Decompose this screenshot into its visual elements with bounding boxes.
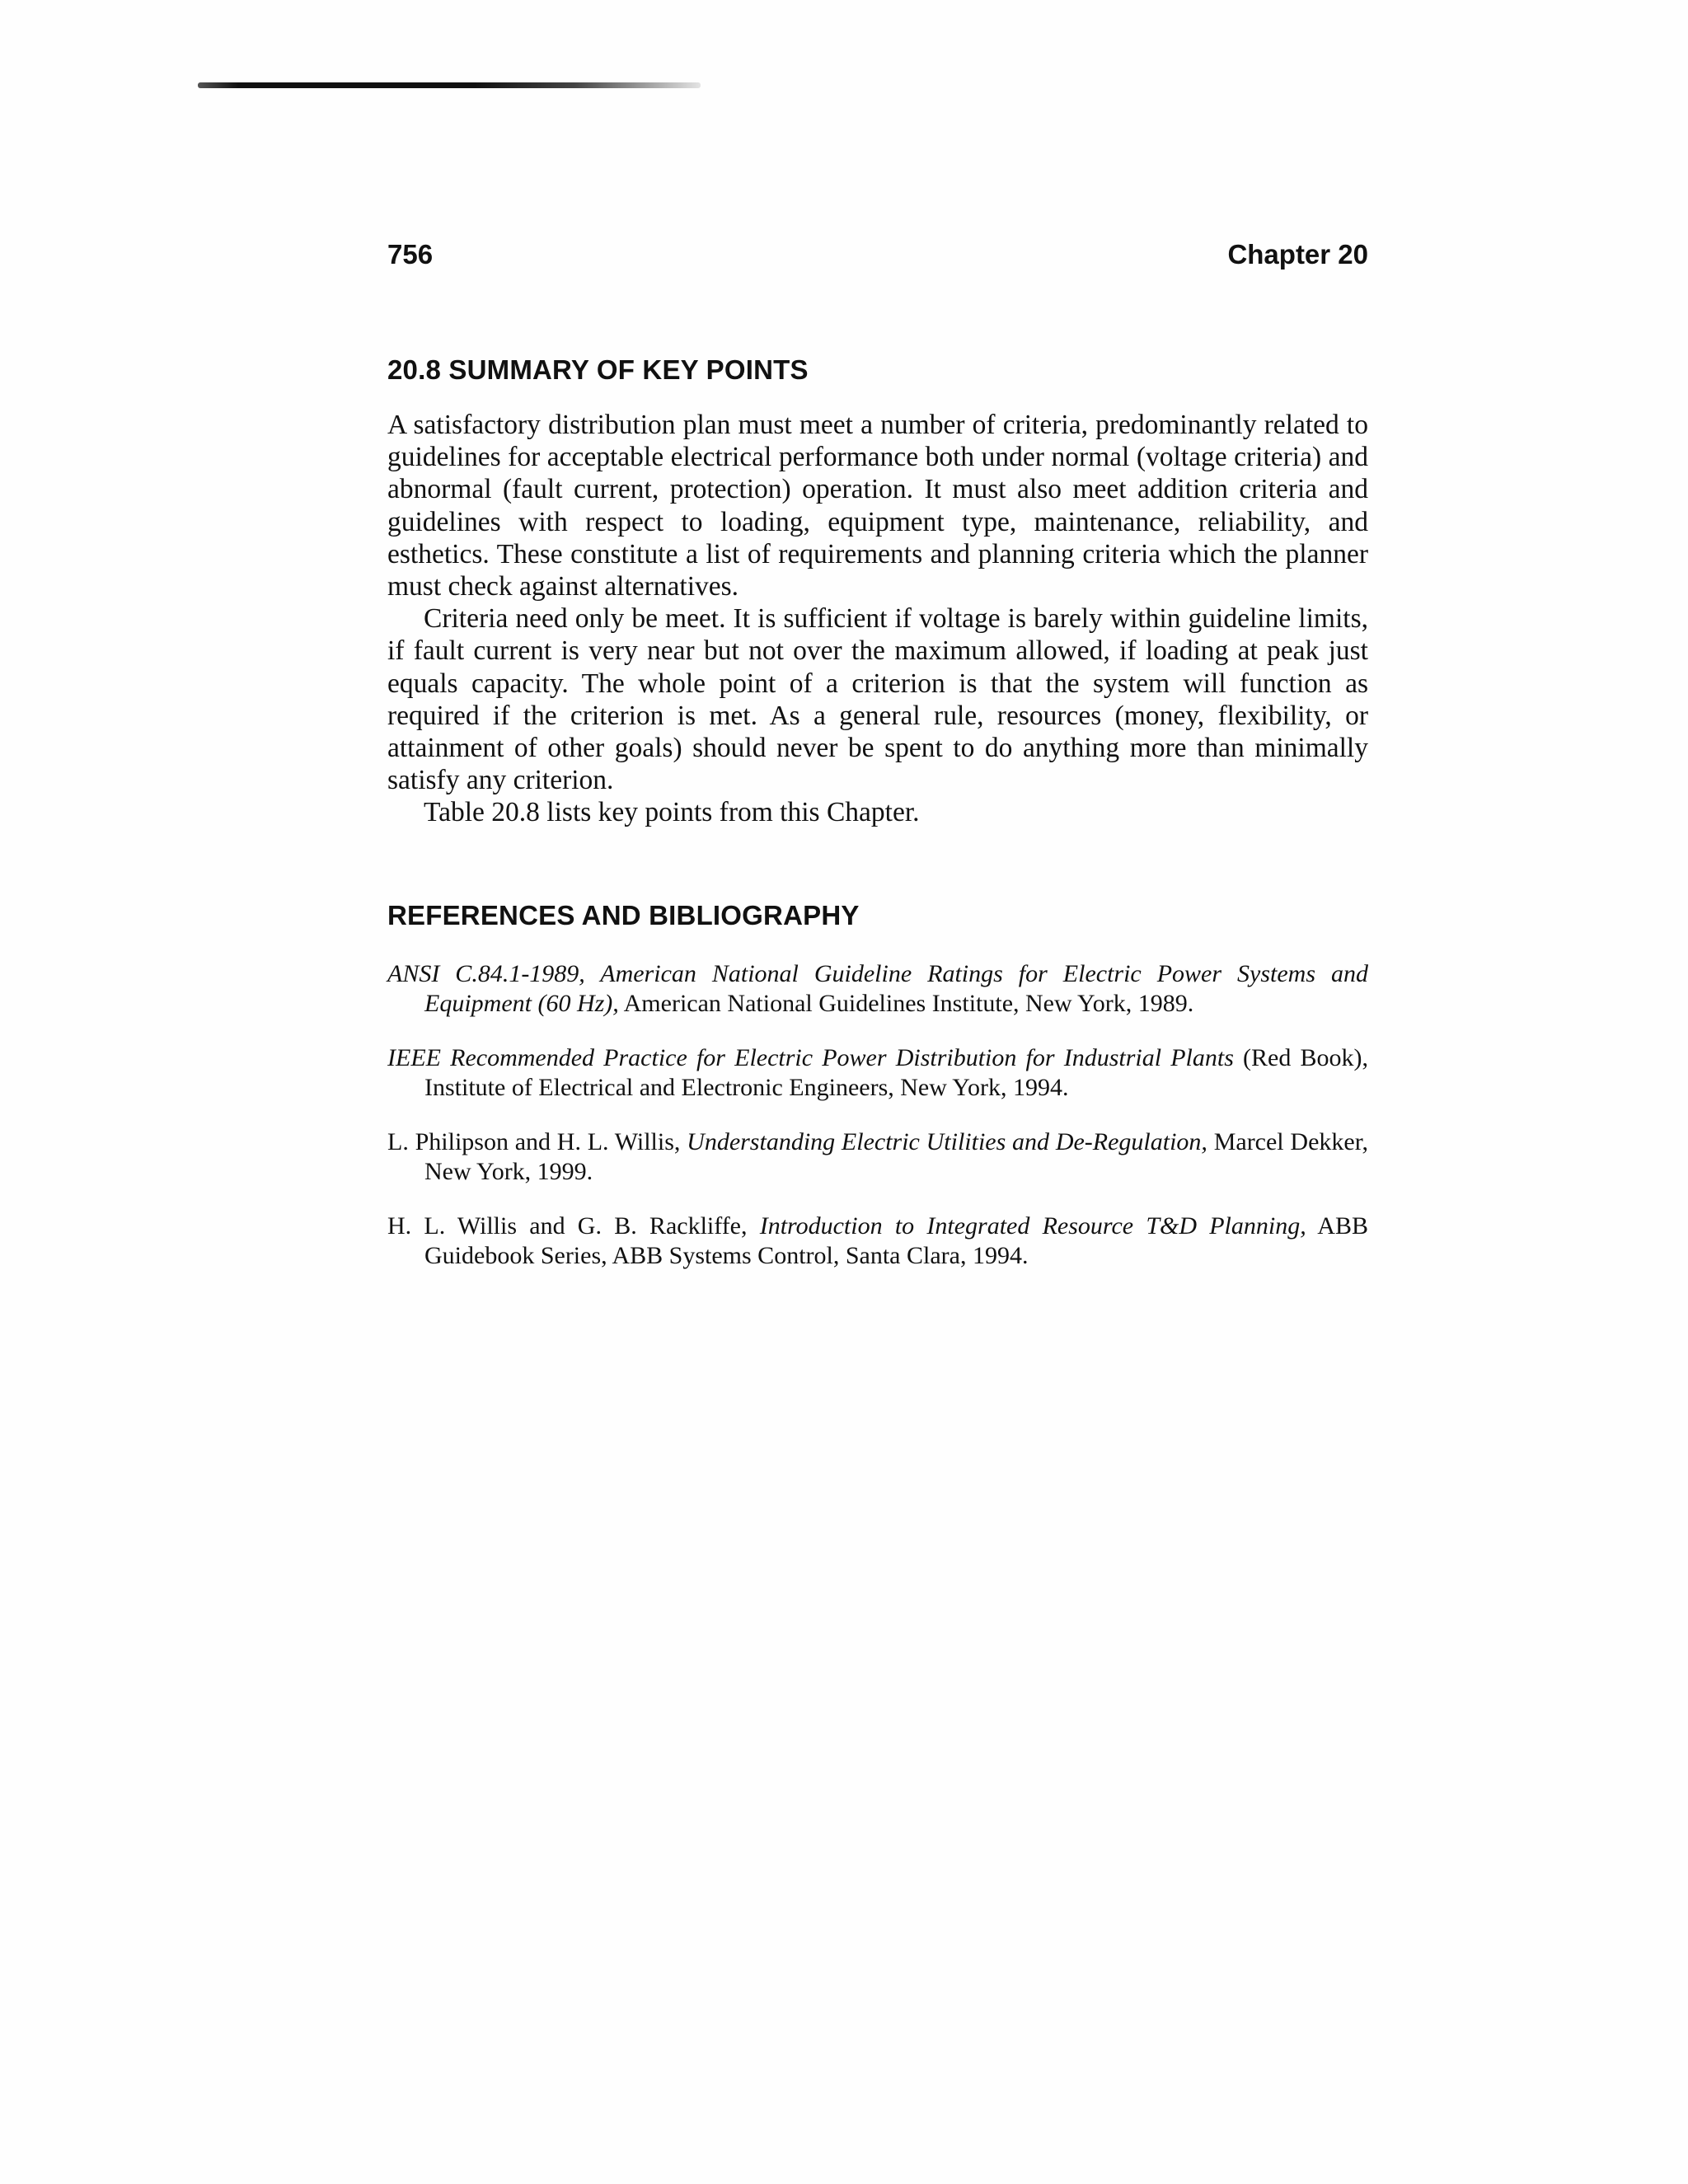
reference-item: [387, 959, 1368, 1019]
summary-paragraph: A satisfactory distribution plan must meet a number of criteria, predominantly related to guidelines for acceptable electrical performance both under normal (voltage criteria) and abnormal (fault current, protection) operation. It must also meet addition criteria and guidelines with respect to loading, equipment type, maintenance, reliability, and esthetics. These constitute a list of requirements and planning criteria which the planner must check against alternatives.: [387, 410, 1368, 602]
reference-details: (Red Book), Institute of Electrical and Electronic Engineers, New York, 1994.: [424, 1043, 1368, 1101]
page-content: [387, 354, 1368, 1296]
reference-title: Understanding Electric Utilities and De-Regulation,: [687, 1127, 1207, 1155]
reference-item: [387, 1127, 1368, 1187]
summary-paragraph: Criteria need only be meet. It is sufficient if voltage is barely within guideline limits, if fault current is very near but not over the maximum allowed, if loading at peak just equals capacity. The whole point of a criterion is that the system will function as required if the criterion is met. As a general rule, resources (money, flexibility, or attainment of other goals) should never be spent to do anything more than minimally satisfy any criterion.: [387, 603, 1368, 796]
summary-paragraph: Table 20.8 lists key points from this Chapter.: [424, 797, 920, 828]
section-heading-summary: 20.8 SUMMARY OF KEY POINTS: [387, 354, 809, 385]
reference-authors: H. L. Willis and G. B. Rackliffe,: [387, 1212, 760, 1240]
reference-title: ANSI C.84.1-1989, American National Guideline Ratings for Electric Power Systems and Equipment (60 Hz),: [387, 959, 1368, 1017]
reference-details: ABB Guidebook Series, ABB Systems Control, Santa Clara, 1994.: [424, 1212, 1368, 1269]
scan-artifact-line: [198, 82, 701, 88]
reference-title: IEEE Recommended Practice for Electric Power Distribution for Industrial Plants: [387, 1043, 1234, 1071]
reference-list: [387, 959, 1368, 1271]
reference-details: American National Guidelines Institute, New York, 1989.: [618, 989, 1194, 1017]
running-header-chapter: Chapter 20: [1227, 239, 1368, 269]
page-number: 756: [387, 239, 434, 269]
reference-item: [387, 1212, 1368, 1271]
reference-authors: L. Philipson and H. L. Willis,: [387, 1127, 687, 1155]
reference-title: Introduction to Integrated Resource T&D Planning,: [759, 1212, 1306, 1240]
reference-item: [387, 1043, 1368, 1103]
reference-details: Marcel Dekker, New York, 1999.: [424, 1127, 1368, 1185]
summary-body: [387, 409, 1368, 829]
section-heading-references: REFERENCES AND BIBLIOGRAPHY: [387, 899, 860, 930]
